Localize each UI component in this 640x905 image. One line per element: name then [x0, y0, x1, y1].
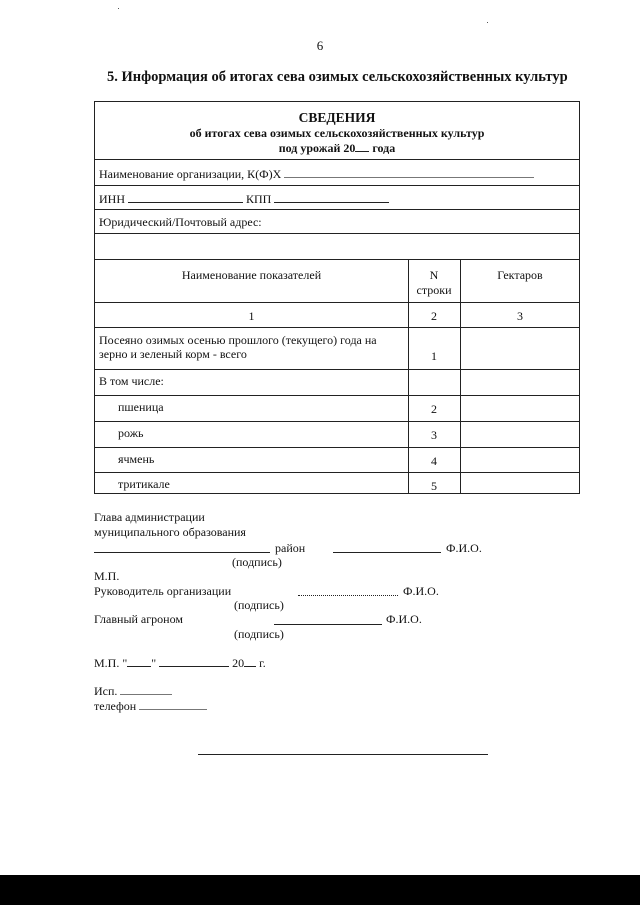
- col-hectares-header: Гектаров: [497, 268, 543, 282]
- form-subtitle: об итогах сева озимых сельскохозяйственных культур: [189, 126, 485, 140]
- col-num-2: 2: [431, 309, 437, 323]
- date-year-prefix: 20: [232, 656, 245, 670]
- row-barley-label: ячмень: [118, 452, 155, 466]
- phone-field[interactable]: [139, 698, 207, 710]
- agronomist-signature-caption: (подпись): [234, 627, 284, 641]
- date-year-suffix: г.: [259, 656, 266, 670]
- scan-bottom-bar: [0, 875, 640, 905]
- date-quote: ": [151, 656, 157, 670]
- form-title: СВЕДЕНИЯ: [298, 110, 376, 125]
- org-head-fio-label: Ф.И.О.: [403, 584, 439, 598]
- head-admin-line2: муниципального образования: [94, 525, 246, 539]
- inn-label: ИНН: [99, 192, 125, 206]
- executor-field[interactable]: [120, 683, 172, 695]
- row-including-label: В том числе:: [99, 374, 164, 388]
- inn-row: [99, 191, 389, 206]
- agronomist-fio-label: Ф.И.О.: [386, 612, 422, 626]
- org-row: [99, 166, 534, 181]
- org-head-signature-caption: (подпись): [234, 598, 284, 612]
- date-row: [94, 655, 266, 670]
- row-barley-n: 4: [431, 454, 437, 468]
- agronomist-line[interactable]: [274, 624, 382, 625]
- phone-label: телефон: [94, 699, 137, 713]
- harvest-year: [95, 140, 579, 155]
- head-admin-line1: Глава администрации: [94, 510, 205, 524]
- row-rye-label: рожь: [118, 426, 144, 440]
- org-head-label: Руководитель организации: [94, 584, 232, 598]
- head-fio-label: Ф.И.О.: [446, 541, 482, 555]
- date-day-field[interactable]: [127, 655, 151, 667]
- district-label: район: [275, 541, 306, 555]
- org-label: Наименование организации, К(Ф)Х: [99, 167, 282, 181]
- date-stamp-label: М.П. ": [94, 656, 128, 670]
- agronomist-label: Главный агроном: [94, 612, 183, 626]
- bottom-rule: [198, 754, 488, 755]
- executor-label: Исп.: [94, 684, 118, 698]
- address-field[interactable]: [99, 236, 569, 256]
- section-title: 5. Информация об итогах сева озимых сельскохозяйственных культур: [107, 69, 568, 85]
- harvest-suffix: года: [372, 141, 396, 155]
- row-total-label-1: Посеяно озимых осенью прошлого (текущего) года на: [99, 333, 377, 347]
- report-form: [94, 101, 580, 494]
- org-head-line[interactable]: [298, 595, 398, 596]
- stamp-label: М.П.: [94, 569, 120, 583]
- col-row-word-header: строки: [416, 283, 452, 297]
- col-name-header: Наименование показателей: [181, 268, 322, 282]
- row-triticale-hectares[interactable]: [461, 473, 579, 493]
- row-wheat-label: пшеница: [118, 400, 164, 414]
- row-wheat-n: 2: [431, 402, 437, 416]
- row-wheat-hectares[interactable]: [461, 396, 579, 420]
- row-total-hectares[interactable]: [461, 328, 579, 368]
- kpp-field[interactable]: [274, 191, 389, 203]
- row-total-n: 1: [431, 349, 437, 363]
- form-header: [95, 102, 579, 159]
- col-row-n-header: N: [429, 268, 439, 282]
- row-triticale-n: 5: [431, 479, 437, 493]
- scan-speck: [487, 22, 488, 23]
- head-signature-caption: (подпись): [232, 555, 282, 569]
- row-total-label-2: зерно и зеленый корм - всего: [99, 347, 247, 361]
- date-month-field[interactable]: [159, 655, 229, 667]
- col-num-3: 3: [517, 309, 523, 323]
- scan-speck: [118, 8, 119, 9]
- row-triticale-label: тритикале: [118, 477, 170, 491]
- inn-field[interactable]: [128, 191, 243, 203]
- page-number: 6: [316, 38, 324, 53]
- harvest-prefix: под урожай 20: [278, 141, 356, 155]
- row-rye-n: 3: [431, 428, 437, 442]
- org-field[interactable]: [284, 166, 534, 178]
- head-signature-line[interactable]: [94, 552, 270, 553]
- head-fio-line[interactable]: [333, 552, 441, 553]
- row-including-hectares[interactable]: [461, 370, 579, 394]
- date-year-field[interactable]: [244, 655, 256, 667]
- phone-row: [94, 698, 207, 713]
- address-label: Юридический/Почтовый адрес:: [99, 215, 262, 229]
- row-rye-hectares[interactable]: [461, 422, 579, 446]
- executor-row: [94, 683, 172, 698]
- kpp-label: КПП: [246, 192, 272, 206]
- row-barley-hectares[interactable]: [461, 448, 579, 472]
- harvest-year-blank[interactable]: [355, 140, 369, 152]
- col-num-1: 1: [248, 309, 255, 323]
